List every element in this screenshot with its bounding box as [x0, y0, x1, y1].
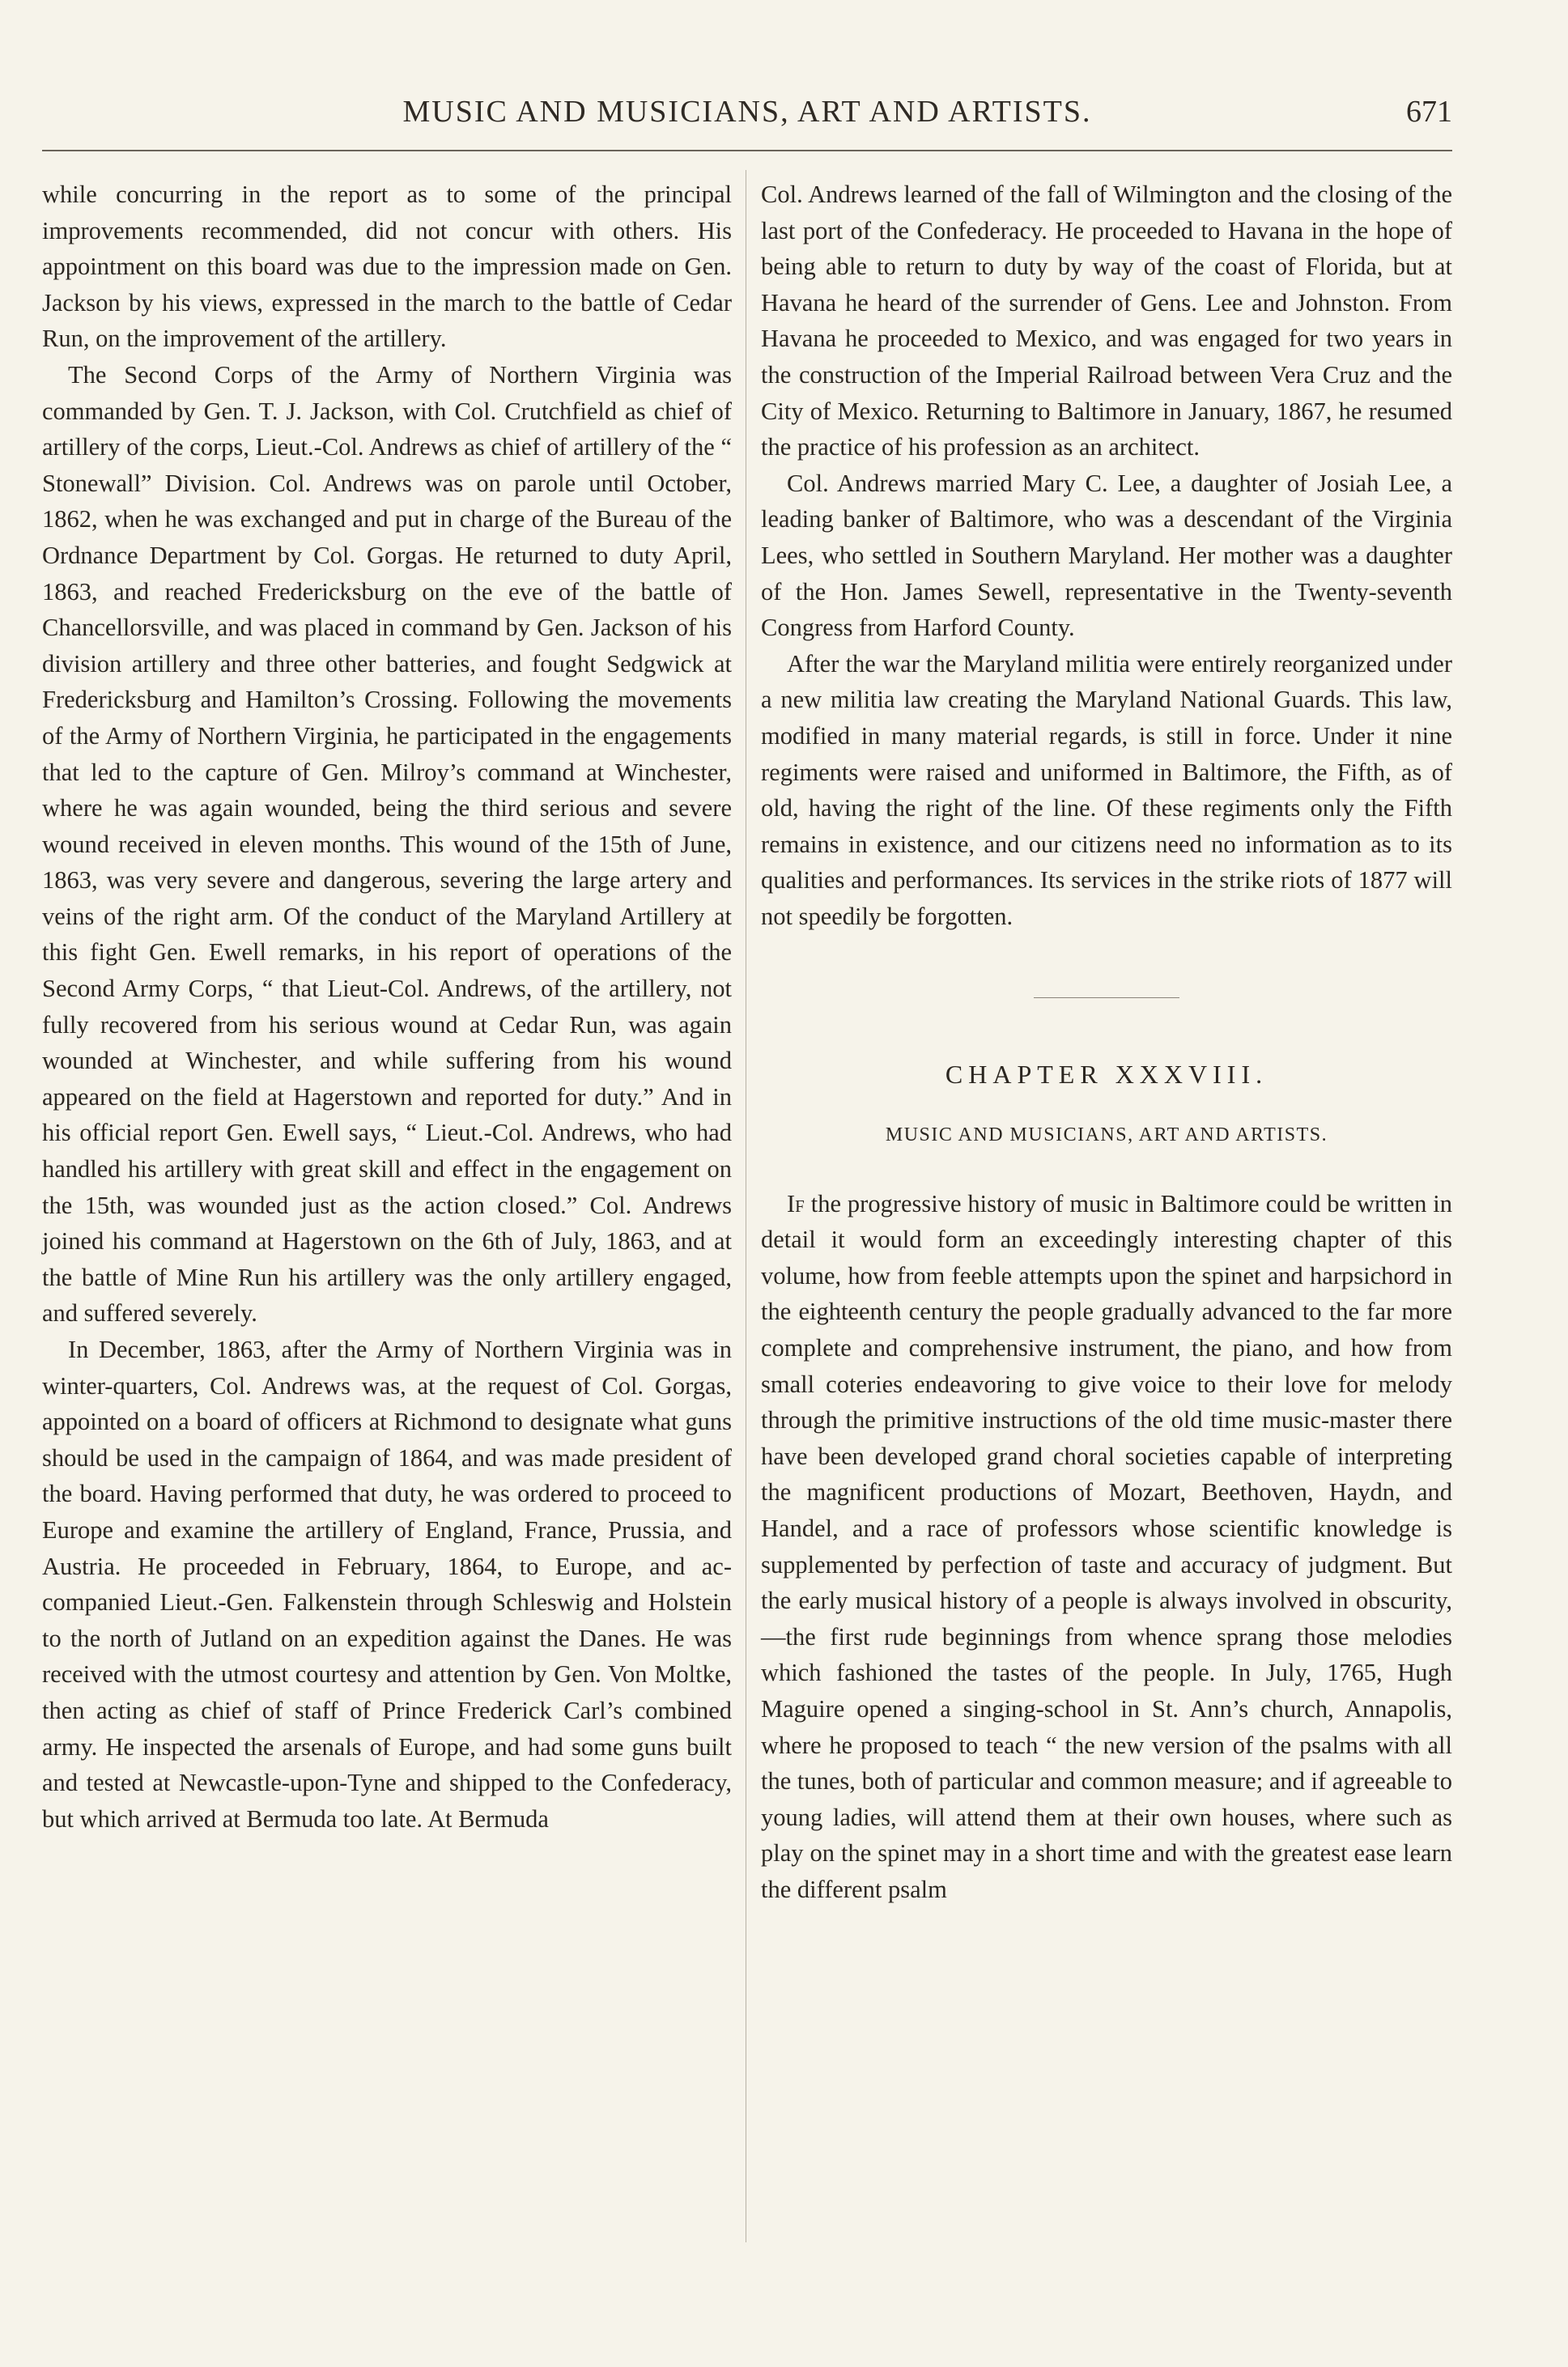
- paragraph: while concurring in the report as to some of the principal improvements recommended, did not concur with others. His appointment on this board was due to the impression made on Gen. Jackson by his views, expressed in the march to the battle of Cedar Run, on the improvement of the artillery.: [42, 181, 732, 353]
- chapter-opening-paragraph: [761, 1186, 1452, 1908]
- chapter-heading: CHAPTER XXXVIII.: [945, 1060, 1268, 1090]
- left-column: [42, 176, 732, 1837]
- opening-text: the progressive history of music in Baltimore could be written in detail it would form an exceedingly interesting chapter of this volume, how from feeble attempts upon the spinet and harpsichord in the eighteenth century the people gradually advanced to the far more complete and comprehensive instrument, the piano, and how from small coteries endeavoring to give voice to their love for melody through the primitive instructions of the old time music-master there have been developed grand choral societies capable of interpreting the magnificent productions of Mozart, Beethoven, Haydn, and Handel, and a race of professors whose scientific knowledge is supplemented by perfection of taste and accuracy of judgment. But the early musical history of a people is always involved in obscurity,—the first rude beginnings from whence sprang those melodies which fashioned the tastes of the people. In July, 1765, Hugh Maguire opened a singing-school in St. Ann’s church, Annapolis, where he proposed to teach “ the new version of the psalms with all the tunes, both of particular and common measure; and if agreeable to young ladies, will attend them at their own houses, where such as play on the spinet may in a short time and with the greatest ease learn the different psalm: [761, 1189, 1452, 1903]
- right-column: [761, 176, 1452, 1908]
- running-title: MUSIC AND MUSICIANS, ART AND ARTISTS.: [402, 95, 1092, 129]
- opening-word: If: [787, 1189, 805, 1217]
- page-number: 671: [1406, 95, 1452, 129]
- section-divider: [1034, 997, 1179, 998]
- paragraph: Col. Andrews married Mary C. Lee, a daughter of Josiah Lee, a leading banker of Baltimore, who was a descendant of the Virginia Lees, who settled in Southern Maryland. Her mother was a daughter of the Hon. James Sewell, representative in the Twenty-seventh Congress from Harford County.: [761, 469, 1452, 642]
- chapter-subtitle: MUSIC AND MUSICIANS, ART AND ARTISTS.: [885, 1124, 1328, 1146]
- paragraph: After the war the Maryland militia were entirely reorganized under a new militia law creating the Maryland National Guards. This law, modified in many material regards, is still in force. Under it nine regiments were raised and uniformed in Baltimore, the Fifth, as of old, having the right of the line. Of these regiments only the Fifth remains in existence, and our citizens need no information as to its qualities and performances. Its services in the strike riots of 1877 will not speedily be forgotten.: [761, 649, 1452, 930]
- paragraph: In December, 1863, after the Army of Northern Virginia was in winter-quarters, Col. Andrews was, at the request of Col. Gorgas, appointed on a board of officers at Richmond to designate what guns should be used in the campaign of 1864, and was made president of the board. Having performed that duty, he was ordered to proceed to Europe and examine the artillery of England, France, Prussia, and Austria. He proceeded in February, 1864, to Europe, and accompanied Lieut.-Gen. Falkenstein through Schleswig and Holstein to the north of Jutland on an expedition against the Danes. He was received with the utmost courtesy and attention by Gen. Von Moltke, then acting as chief of staff of Prince Frederick Carl’s combined army. He inspected the arsenals of Europe, and had some guns built and tested at Newcastle-upon-Tyne and shipped to the Confederacy, but which arrived at Bermuda too late. At Bermuda: [42, 1336, 732, 1833]
- header-rule: [42, 150, 1452, 151]
- paragraph: Col. Andrews learned of the fall of Wilmington and the closing of the last port of the Confederacy. He proceeded to Havana in the hope of being able to return to duty by way of the coast of Florida, but at Havana he heard of the surrender of Gens. Lee and Johnston. From Havana he proceeded to Mexico, and was engaged for two years in the construction of the Imperial Railroad between Vera Cruz and the City of Mexico. Returning to Baltimore in January, 1867, he resumed the practice of his profession as an architect.: [761, 181, 1452, 461]
- paragraph: The Second Corps of the Army of Northern Virginia was commanded by Gen. T. J. Jackson, with Col. Crutchfield as chief of artillery of the corps, Lieut.-Col. Andrews as chief of artillery of the “ Stonewall” Division. Col. Andrews was on parole until October, 1862, when he was exchanged and put in charge of the Bureau of the Ordnance Department by Col. Gorgas. He returned to duty April, 1863, and reached Fredericksburg on the eve of the battle of Chancellorsville, and was placed in command by Gen. Jackson of his division artillery and three other batteries, and fought Sedgwick at Fredericksburg and Hamilton’s Crossing. Following the movements of the Army of Northern Virginia, he participated in the engagements that led to the capture of Gen. Milroy’s command at Winchester, where he was again wounded, being the third serious and severe wound received in eleven months. This wound of the 15th of June, 1863, was very severe and dangerous, severing the large artery and veins of the right arm. Of the conduct of the Maryland Artillery at this fight Gen. Ewell remarks, in his report of operations of the Second Army Corps, “ that Lieut-Col. Andrews, of the artillery, not fully recovered from his serious wound at Cedar Run, was again wounded at Winchester, and while suffering from his wound appeared on the field at Hagerstown and reported for duty.” And in his official report Gen. Ewell says, “ Lieut.-Col. Andrews, who had handled his artillery with great skill and effect in the engagement on the 15th, was wounded just as the action closed.” Col. Andrews joined his command at Hagerstown on the 6th of July, 1863, and at the battle of Mine Run his artillery was the only artillery engaged, and suffered severely.: [42, 360, 732, 1328]
- running-head: [42, 91, 1452, 139]
